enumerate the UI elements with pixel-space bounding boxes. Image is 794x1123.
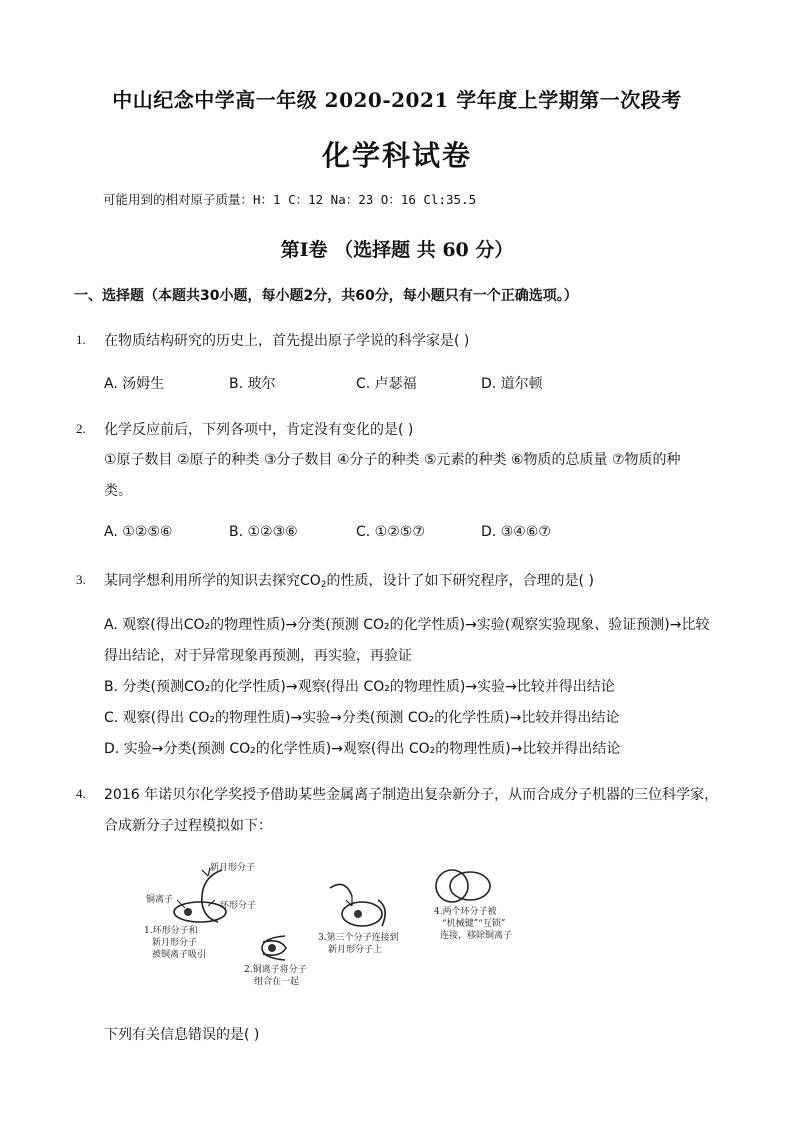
q1-option-c: C. 卢瑟福 bbox=[356, 376, 417, 392]
question-4-stem-cont: 合成新分子过程模拟如下： bbox=[104, 818, 272, 834]
question-3-stem: 某同学想利用所学的知识去探究$CO_2$的性质，设计了如下研究程序，合理的是( ) bbox=[104, 573, 594, 590]
step3-line2: 新月形分子上 bbox=[328, 945, 383, 955]
label-crescent: 新月形分子 bbox=[210, 863, 256, 873]
step4-line1: 4.两个环分子被 bbox=[434, 907, 497, 917]
step4-figure bbox=[436, 870, 490, 902]
q2-option-b: B. ①②③⑥ bbox=[229, 524, 298, 540]
part1-title: 第Ⅰ卷 （选择题 共 60 分） bbox=[280, 239, 514, 261]
question-number: 1. bbox=[76, 332, 86, 347]
crescent-molecule bbox=[202, 870, 222, 922]
question-number: 3. bbox=[76, 572, 86, 587]
molecular-machine-diagram bbox=[130, 848, 550, 998]
question-4-stem: 2016 年诺贝尔化学奖授予借助某些金属离子制造出复杂新分子，从而合成分子机器的三位科学家， bbox=[104, 787, 719, 803]
copper-ion bbox=[268, 944, 276, 952]
q3-option-a-cont: 得出结论，对于异常现象再预测，再实验，再验证 bbox=[104, 648, 412, 664]
step3-line1: 3.第三个分子连接到 bbox=[318, 933, 399, 943]
q2-option-d: D. ③④⑥⑦ bbox=[481, 524, 551, 540]
step2-figure bbox=[262, 936, 286, 960]
q3-option-c: C. 观察(得出 CO₂的物理性质)→实验→分类(预测 CO₂的化学性质)→比较并得出结论 bbox=[104, 710, 620, 726]
question-number: 4. bbox=[76, 786, 86, 801]
step3-figure bbox=[330, 884, 385, 926]
question-number: 2. bbox=[76, 421, 86, 436]
q3-option-a: A. 观察(得出CO₂的物理性质)→分类(预测 CO₂的化学性质)→实验(观察实验现象、验证预测)→比较 bbox=[104, 617, 710, 633]
q1-option-b: B. 玻尔 bbox=[229, 376, 276, 392]
step1-figure bbox=[174, 868, 226, 922]
question-2-items: ①原子数目 ②原子的种类 ③分子数目 ④分子的种类 ⑤元素的种类 ⑥物质的总质量 ⑦物质的种 bbox=[104, 452, 681, 468]
q2-option-c: C. ①②⑤⑦ bbox=[356, 524, 425, 540]
step1-line2: 新月形分子 bbox=[152, 938, 198, 948]
question-1-stem: 在物质结构研究的历史上，首先提出原子学说的科学家是( ) bbox=[104, 333, 470, 349]
q1-option-a: A. 汤姆生 bbox=[104, 376, 165, 392]
copper-ion bbox=[184, 908, 192, 916]
label-ring: 环形分子 bbox=[220, 901, 257, 911]
q1-option-d: D. 道尔顿 bbox=[481, 376, 543, 392]
step4-line2: “机械键”“互锁” bbox=[442, 919, 506, 929]
step1-line1: 1.环形分子和 bbox=[144, 926, 198, 936]
question-4-followup: 下列有关信息错误的是( ) bbox=[104, 1027, 260, 1043]
school-exam-title: 中山纪念中学高一年级 2020-2021 学年度上学期第一次段考 bbox=[112, 88, 682, 112]
section1-title: 一、选择题（本题共30小题，每小题2分，共60分，每小题只有一个正确选项。） bbox=[74, 288, 578, 304]
atomic-masses-note: 可能用到的相对原子质量：H：1 C：12 Na：23 O：16 Cl:35.5 bbox=[103, 192, 477, 207]
question-2-items-cont: 类。 bbox=[104, 483, 132, 499]
step2-line2: 组合在一起 bbox=[254, 977, 300, 987]
step2-line1: 2.铜离子将分子 bbox=[244, 965, 307, 975]
step4-line3: 连接，移除铜离子 bbox=[440, 931, 513, 941]
copper-ion bbox=[354, 910, 362, 918]
step1-line3: 被铜离子吸引 bbox=[152, 950, 207, 960]
label-copper: 铜离子 bbox=[146, 895, 174, 905]
subject-title: 化学科试卷 bbox=[321, 139, 472, 172]
q2-option-a: A. ①②⑤⑥ bbox=[104, 524, 173, 540]
q3-option-b: B. 分类(预测CO₂的化学性质)→观察(得出 CO₂的物理性质)→实验→比较并得出结论 bbox=[104, 679, 615, 695]
question-2-stem: 化学反应前后，下列各项中，肯定没有变化的是( ) bbox=[104, 422, 414, 438]
q3-option-d: D. 实验→分类(预测 CO₂的化学性质)→观察(得出 CO₂的物理性质)→比较并得出结论 bbox=[104, 741, 621, 757]
